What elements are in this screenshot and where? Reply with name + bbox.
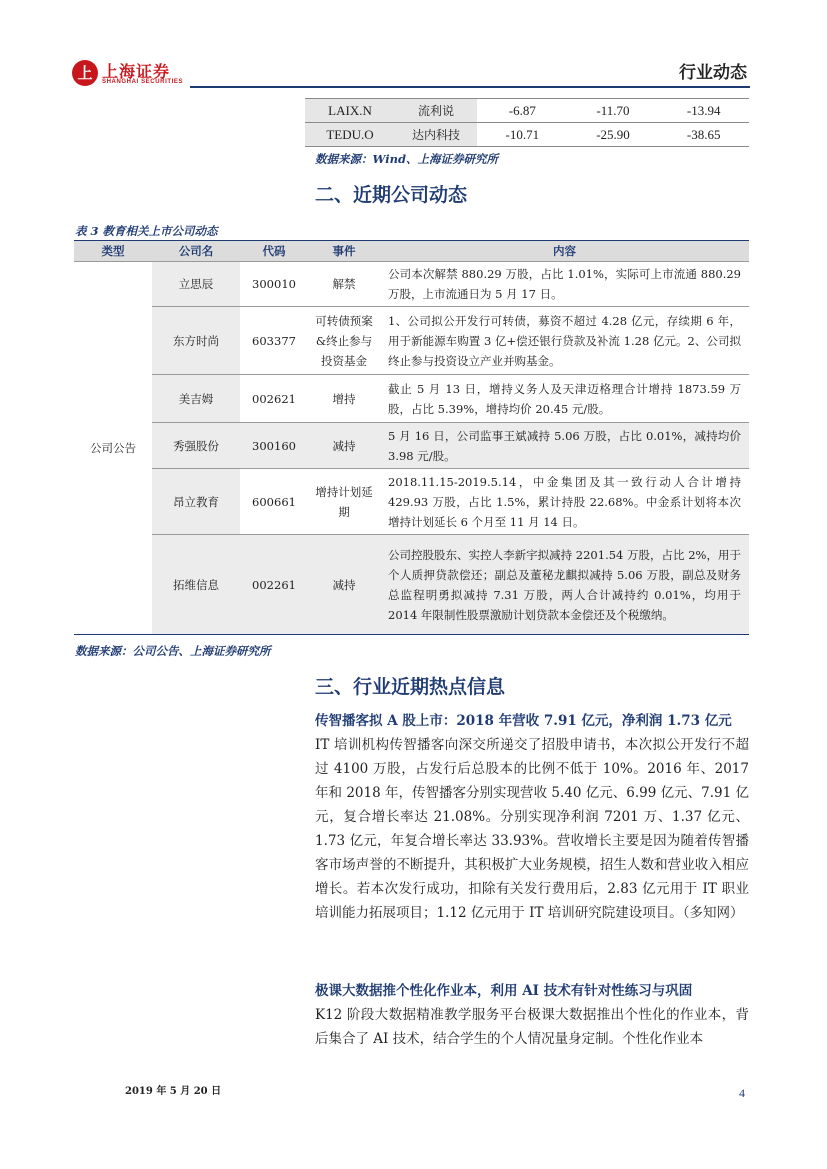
ticker-cell: TEDU.O	[305, 123, 395, 147]
table-row	[74, 307, 749, 375]
code-cell: 300160	[240, 423, 308, 469]
value-cell: -11.70	[568, 99, 659, 123]
event-cell: 解禁	[308, 262, 380, 307]
company-cell: 拓维信息	[152, 535, 240, 635]
news-body: IT 培训机构传智播客向深交所递交了招股申请书，本次拟公开发行不超过 4100 万股，占发行后总股本的比例不低于 10%。2016 年、2017 年和 2018 年，传智播客分别实现营收 5.40 亿元、6.99 亿元、7.91 亿元，复合增长率达 21.08%。分别实现净利润 7201 万、1.37 亿元、1.73 亿元，年复合增长率达 33.93%。营收增长主要是因为随着传智播客市场声誉的不断提升，其积极扩大业务规模，招生人数和营业收入相应增长。若本次发行成功，扣除有关发行费用后，2.83 亿元用于 IT 职业培训能力拓展项目；1.12 亿元用于 IT 培训研究院建设项目。（多知网）	[315, 737, 749, 921]
logo-emblem-icon: 上	[72, 60, 98, 86]
code-cell: 603377	[240, 307, 308, 375]
company-cell: 秀强股份	[152, 423, 240, 469]
value-cell: -13.94	[658, 99, 749, 123]
table-row	[305, 123, 749, 147]
value-cell: -25.90	[568, 123, 659, 147]
company-cell: 立思辰	[152, 262, 240, 307]
table-row	[74, 469, 749, 535]
news-headline: 极课大数据推个性化作业本，利用 AI 技术有针对性练习与巩固	[315, 983, 693, 999]
code-cell: 002621	[240, 375, 308, 423]
company-cell: 达内科技	[395, 123, 477, 147]
table-caption: 表 3 教育相关上市公司动态	[75, 224, 218, 238]
column-header: 类型	[74, 241, 152, 262]
data-source-note: 数据来源：公司公告、上海证券研究所	[75, 644, 271, 658]
news-headline: 传智播客拟 A 股上市：2018 年营收 7.91 亿元，净利润 1.73 亿元	[315, 713, 732, 729]
code-cell: 600661	[240, 469, 308, 535]
content-cell: 5 月 16 日，公司监事王斌减持 5.06 万股，占比 0.01%，减持均价 3.98 元/股。	[380, 423, 749, 469]
news-body: K12 阶段大数据精准教学服务平台极课大数据推出个性化的作业本，背后集合了 AI 技术，结合学生的个人情况量身定制。个性化作业本	[315, 1007, 749, 1047]
table-row	[305, 99, 749, 123]
company-logo	[72, 58, 182, 92]
section-heading: 三、行业近期热点信息	[315, 676, 506, 698]
company-events-table	[74, 240, 749, 635]
type-cell: 公司公告	[74, 262, 152, 635]
value-cell: -10.71	[477, 123, 568, 147]
content-cell: 公司控股股东、实控人李新宇拟减持 2201.54 万股，占比 2%，用于个人质押贷款偿还；副总及董秘龙麒拟减持 5.06 万股，副总及财务总监程明勇拟减持 7.31 万股，两人合计减持约 0.01%，均用于 2014 年限制性股票激励计划贷款本金偿还及个税缴纳。	[380, 535, 749, 635]
ticker-cell: LAIX.N	[305, 99, 395, 123]
column-header: 公司名	[152, 241, 240, 262]
table-row	[74, 423, 749, 469]
company-cell: 东方时尚	[152, 307, 240, 375]
event-cell: 增持计划延期	[308, 469, 380, 535]
content-cell: 2018.11.15-2019.5.14，中金集团及其一致行动人合计增持 429.93 万股，占比 1.5%，累计持股 22.68%。中金系计划将本次增持计划延长 6 个月至 11 月 14 日。	[380, 469, 749, 535]
code-cell: 002261	[240, 535, 308, 635]
page-number: 4	[739, 1086, 745, 1100]
table-row	[74, 375, 749, 423]
company-cell: 昂立教育	[152, 469, 240, 535]
returns-table	[305, 98, 749, 147]
logo-text: 上海证券	[102, 62, 171, 81]
content-cell: 1、公司拟公开发行可转债，募资不超过 4.28 亿元，存续期 6 年，用于新能源车购置 3 亿+偿还银行贷款及补流 1.28 亿元。2、公司拟终止参与投资设立产业并购基金。	[380, 307, 749, 375]
data-source-note: 数据来源：Wind、上海证券研究所	[315, 152, 498, 166]
section-heading: 二、近期公司动态	[315, 184, 468, 206]
table-row	[74, 262, 749, 307]
company-cell: 美吉姆	[152, 375, 240, 423]
table-header-row	[74, 241, 749, 262]
column-header: 事件	[308, 241, 380, 262]
value-cell: -38.65	[658, 123, 749, 147]
event-cell: 可转债预案&终止参与投资基金	[308, 307, 380, 375]
content-cell: 截止 5 月 13 日，增持义务人及天津迈格理合计增持 1873.59 万股，占比 5.39%，增持均价 20.45 元/股。	[380, 375, 749, 423]
header-divider	[190, 86, 750, 88]
company-cell: 流利说	[395, 99, 477, 123]
event-cell: 减持	[308, 535, 380, 635]
value-cell: -6.87	[477, 99, 568, 123]
column-header: 代码	[240, 241, 308, 262]
code-cell: 300010	[240, 262, 308, 307]
table-row	[74, 535, 749, 635]
column-header: 内容	[380, 241, 749, 262]
event-cell: 增持	[308, 375, 380, 423]
report-date: 2019 年 5 月 20 日	[125, 1086, 222, 1097]
header-title: 行业动态	[679, 63, 747, 83]
logo-subtext: SHANGHAI SECURITIES	[102, 79, 184, 85]
event-cell: 减持	[308, 423, 380, 469]
content-cell: 公司本次解禁 880.29 万股，占比 1.01%，实际可上市流通 880.29 万股，上市流通日为 5 月 17 日。	[380, 262, 749, 307]
